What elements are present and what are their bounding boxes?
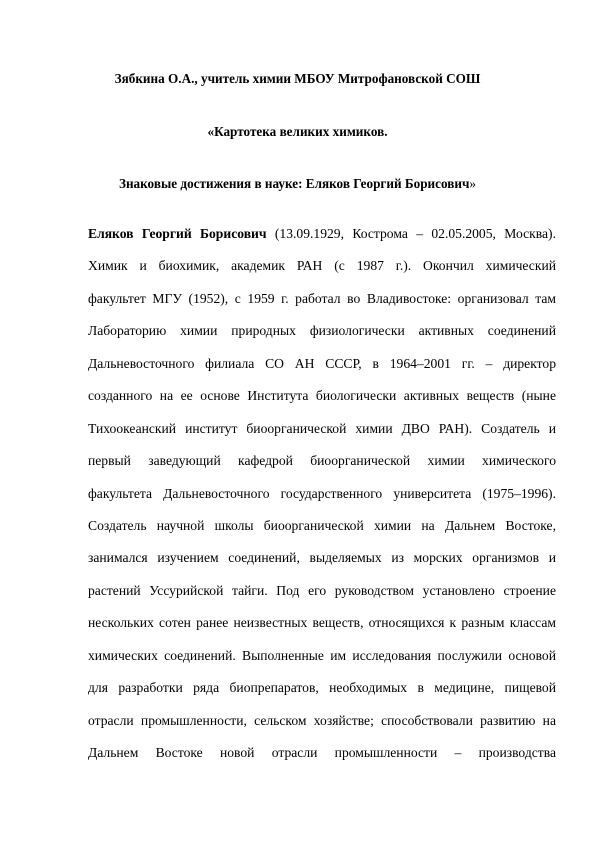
paragraph-line: Дальнем Востоке новой отрасли промышленности – производства [88, 745, 556, 760]
paragraph-line: первый заведующий кафедрой биоорганической химии химического [88, 453, 556, 469]
paragraph-line [88, 218, 556, 250]
paragraph-line: растений Уссурийской тайги. Под его руководством установлено строение [88, 582, 556, 598]
paragraph-line: для разработки ряда биопрепаратов, необходимых в медицине, пищевой [88, 680, 556, 696]
paragraph-line: занимался изучением соединений, выделяемых из морских организмов и [88, 550, 556, 566]
title-line-1: «Картотека великих химиков. [207, 124, 388, 139]
paragraph-line: факультет МГУ (1952), с 1959 г. работал во Владивостоке: организовал там [88, 290, 556, 306]
person-name: Еляков Георгий Борисович [88, 226, 267, 241]
paragraph-line: Химик и биохимик, академик РАН (с 1987 г.). Окончил химический [88, 258, 556, 274]
title-close-quote: » [469, 176, 477, 191]
dates-text: (13.09.1929, Кострома – 02.05.2005, Москва). [266, 226, 556, 241]
paragraph-line: нескольких сотен ранее неизвестных веществ, относящихся к разным классам [88, 615, 556, 631]
paragraph-line: отрасли промышленности, сельском хозяйстве; способствовали развитию на [88, 712, 556, 728]
title-text: Знаковые достижения в науке: Еляков Георгий Борисович [118, 176, 470, 191]
paragraph-line: Тихоокеанский институт биоорганической химии ДВО РАН). Создатель и [88, 420, 556, 436]
author-line: Зябкина О.А., учитель химии МБОУ Митрофановской СОШ [114, 71, 481, 86]
paragraph-line: химических соединений. Выполненные им исследования послужили основой [88, 647, 556, 663]
paragraph-line: созданного на ее основе Института биологически активных веществ (ныне [88, 388, 556, 404]
paragraph-line: факультета Дальневосточного государственного университета (1975–1996). [88, 485, 556, 501]
paragraph-line: Дальневосточного филиала СО АН СССР, в 1964–2001 гг. – директор [88, 355, 556, 371]
title-line-2 [0, 176, 595, 192]
paragraph-line: Создатель научной школы биоорганической химии на Дальнем Востоке, [88, 517, 556, 533]
paragraph-line: Лабораторию химии природных физиологически активных соединений [88, 323, 556, 339]
biography-paragraph [88, 218, 556, 769]
